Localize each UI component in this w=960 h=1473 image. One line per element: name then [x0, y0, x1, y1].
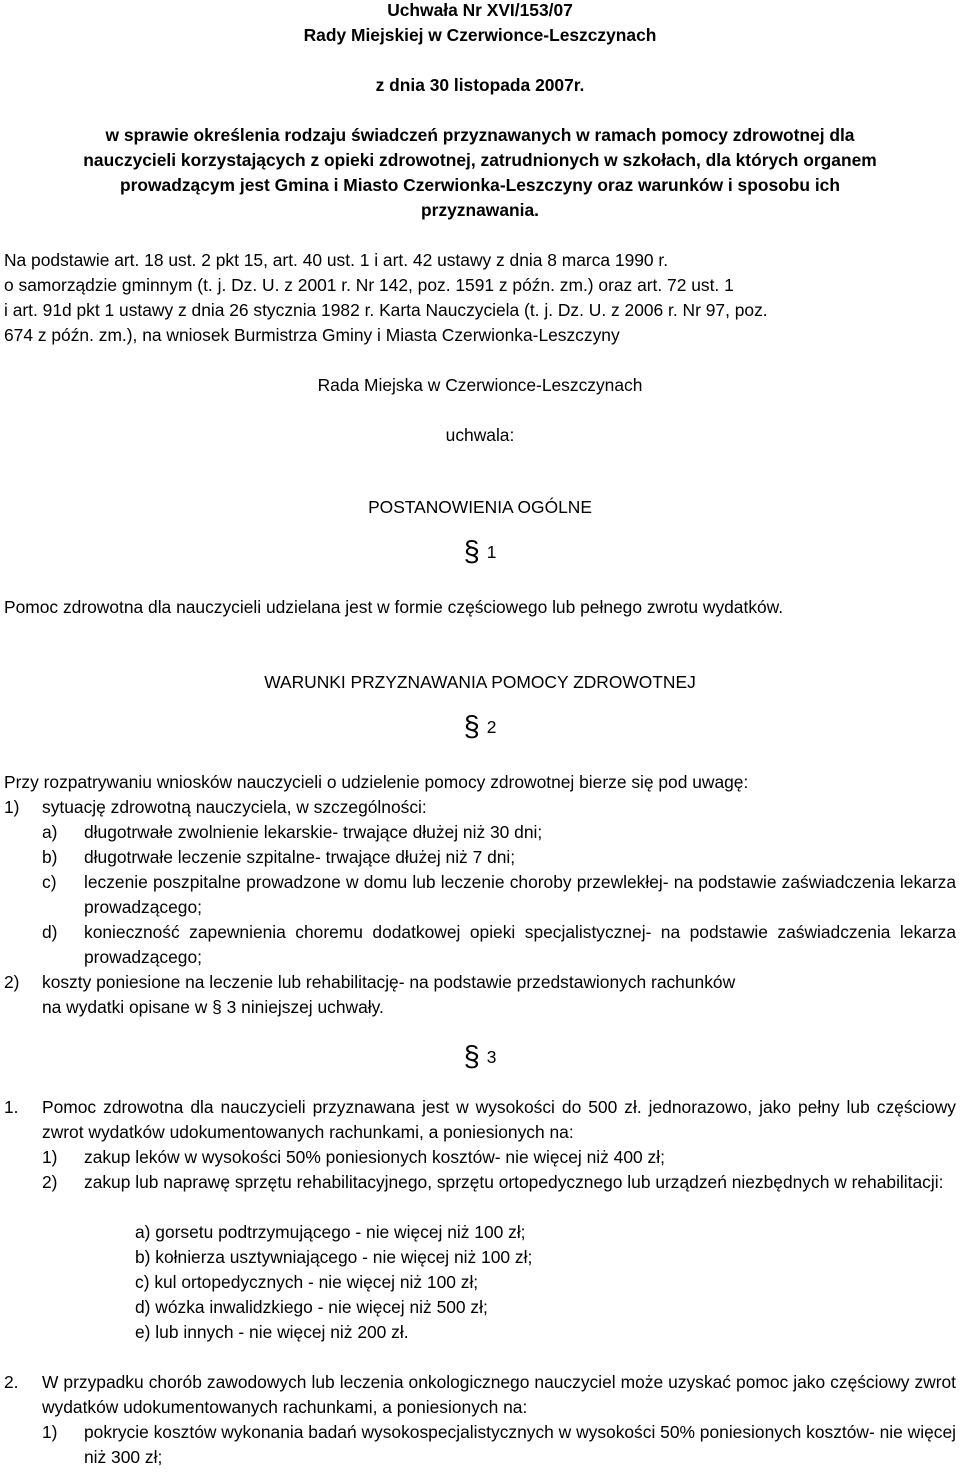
list-item — [4, 1170, 956, 1195]
list-item-number: 1) — [42, 1422, 58, 1442]
list-item-text: W przypadku chorób zawodowych lub leczenia onkologicznego nauczyciel może uzyskać pomoc jako częściowy zwrot wydatków udokumentowanych rachunkami, a poniesionych na: — [42, 1372, 956, 1417]
list-item-number: c) — [42, 872, 57, 892]
council-heading: Rada Miejska w Czerwionce-Leszczynach — [317, 375, 643, 395]
resolution-subject: w sprawie określenia rodzaju świadczeń przyznawanych w ramach pomocy zdrowotnej dla nauczycieli korzystających z opieki zdrowotnej, zatrudnionych w szkołach, dla których organem prowadzącym jest Gmina i Miasto Czerwionka-Leszczyny oraz warunków i sposobu ich przyznawania. — [83, 125, 877, 220]
paragraph-number: 3 — [486, 1047, 497, 1067]
list-item — [4, 870, 956, 920]
paragraph-1-heading — [4, 536, 956, 568]
council-name: Rady Miejskiej w Czerwionce-Leszczynach — [303, 25, 657, 45]
equipment-item-b: b) kołnierza usztywniającego - nie więcej niż 100 zł; — [135, 1247, 533, 1267]
list-item-number: 1. — [4, 1097, 19, 1117]
list-item — [4, 795, 956, 820]
resolution-date: z dnia 30 listopada 2007r. — [375, 75, 585, 95]
paragraph-number: 2 — [486, 717, 497, 737]
paragraph-symbol: § — [463, 1041, 480, 1073]
list-item-number: 2) — [4, 972, 20, 992]
legal-basis-line-3: i art. 91d pkt 1 ustawy z dnia 26 stycznia 1982 r. Karta Nauczyciela (t. j. Dz. U. z 2006 r. Nr 97, poz. — [4, 300, 768, 320]
list-item-text: pokrycie kosztów wykonania badań wysokospecjalistycznych w wysokości 50% poniesionych kosztów- nie więcej niż 300 zł; — [84, 1422, 956, 1467]
list-item-text: długotrwałe zwolnienie lekarskie- trwające dłużej niż 30 dni; — [84, 822, 543, 842]
list-item-text: zakup lub naprawę sprzętu rehabilitacyjnego, sprzętu ortopedycznego lub urządzeń niezbędnych w rehabilitacji: — [84, 1172, 944, 1192]
list-item — [4, 1145, 956, 1170]
equipment-item-d: d) wózka inwalidzkiego - nie więcej niż 500 zł; — [135, 1297, 488, 1317]
list-item-number: 2) — [42, 1172, 58, 1192]
paragraph-3-heading — [4, 1041, 956, 1073]
paragraph-symbol: § — [463, 711, 480, 743]
list-item-text: leczenie poszpitalne prowadzone w domu lub leczenie choroby przewlekłej- na podstawie zaświadczenia lekarza prowadzącego; — [84, 872, 956, 917]
paragraph-number: 1 — [486, 542, 497, 562]
paragraph-1-text: Pomoc zdrowotna dla nauczycieli udzielana jest w formie częściowego lub pełnego zwrotu wydatków. — [4, 597, 784, 617]
list-item-number: a) — [42, 822, 58, 842]
list-item-line: na wydatki opisane w § 3 niniejszej uchwały. — [42, 997, 384, 1017]
list-item-number: b) — [42, 847, 58, 867]
list-item-number: 1) — [42, 1147, 58, 1167]
list-item — [4, 920, 956, 970]
resolves-heading: uchwala: — [445, 425, 515, 445]
list-item-number: 1) — [4, 797, 20, 817]
list-item-text: zakup leków w wysokości 50% poniesionych kosztów- nie więcej niż 400 zł; — [84, 1147, 665, 1167]
list-item-number: d) — [42, 922, 58, 942]
paragraph-2-heading — [4, 711, 956, 743]
legal-basis-line-2: o samorządzie gminnym (t. j. Dz. U. z 2001 r. Nr 142, poz. 1591 z późn. zm.) oraz art. 72 ust. 1 — [4, 275, 734, 295]
list-item — [4, 1420, 956, 1470]
equipment-item-e: e) lub innych - nie więcej niż 200 zł. — [135, 1322, 409, 1342]
list-item-text — [42, 970, 956, 1020]
equipment-item-c: c) kul ortopedycznych - nie więcej niż 100 zł; — [135, 1272, 479, 1292]
equipment-item-a: a) gorsetu podtrzymującego - nie więcej niż 100 zł; — [135, 1222, 526, 1242]
list-item — [4, 845, 956, 870]
list-item — [4, 970, 956, 1020]
list-item — [4, 1095, 956, 1145]
list-item-number: 2. — [4, 1372, 19, 1392]
section-general-heading: POSTANOWIENIA OGÓLNE — [368, 497, 592, 517]
list-item — [4, 1370, 956, 1420]
list-item — [4, 820, 956, 845]
paragraph-2-intro: Przy rozpatrywaniu wniosków nauczycieli o udzielenie pomocy zdrowotnej bierze się pod uwagę: — [4, 772, 749, 792]
list-item-line: koszty poniesione na leczenie lub rehabilitację- na podstawie przedstawionych rachunków — [42, 972, 736, 992]
list-item-text: sytuację zdrowotną nauczyciela, w szczególności: — [42, 797, 427, 817]
section-conditions-heading: WARUNKI PRZYZNAWANIA POMOCY ZDROWOTNEJ — [264, 672, 696, 692]
list-item-text: konieczność zapewnienia choremu dodatkowej opieki specjalistycznej- na podstawie zaświadczenia lekarza prowadzącego; — [84, 922, 956, 967]
list-item-text: Pomoc zdrowotna dla nauczycieli przyznawana jest w wysokości do 500 zł. jednorazowo, jako pełny lub częściowy zwrot wydatków udokumentowanych rachunkami, a poniesionych na: — [42, 1097, 956, 1142]
legal-basis-line-4: 674 z późn. zm.), na wniosek Burmistrza Gminy i Miasta Czerwionka-Leszczyny — [4, 325, 620, 345]
paragraph-symbol: § — [463, 536, 480, 568]
legal-basis-line-1: Na podstawie art. 18 ust. 2 pkt 15, art. 40 ust. 1 i art. 42 ustawy z dnia 8 marca 1990 r. — [4, 250, 669, 270]
list-item-text: długotrwałe leczenie szpitalne- trwające dłużej niż 7 dni; — [84, 847, 516, 867]
resolution-title: Uchwała Nr XVI/153/07 — [387, 0, 573, 20]
